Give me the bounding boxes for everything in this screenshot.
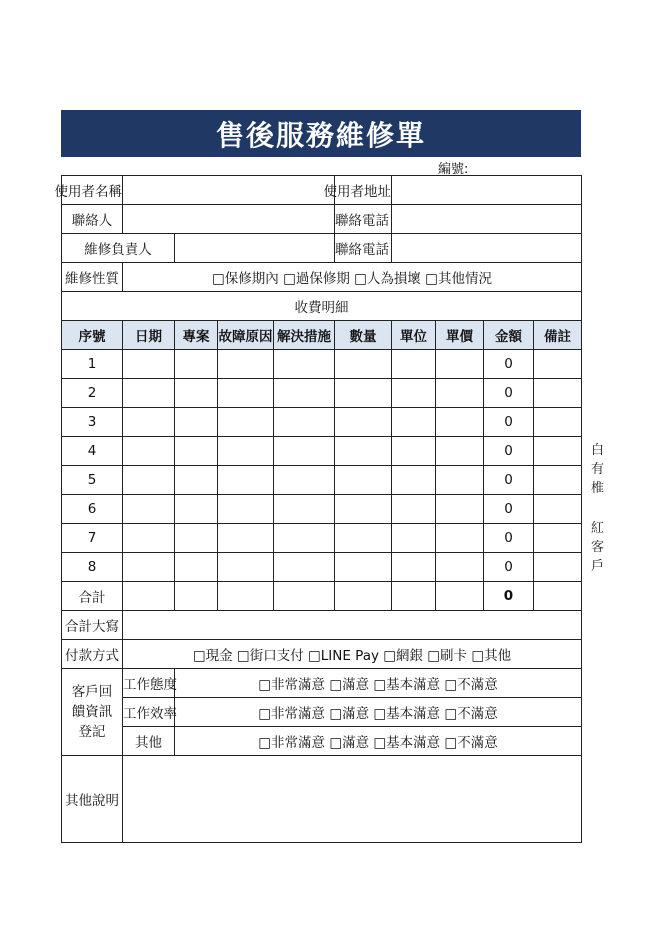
row-project[interactable] [175,524,218,553]
row-quantity[interactable] [335,466,392,495]
row-project[interactable] [175,495,218,524]
header-date: 日期 [123,321,175,350]
row-amount: 0 [484,466,534,495]
feedback-label: 客戶回饋資訊登記 [62,669,123,756]
row-no: 8 [62,553,123,582]
repair-lead-row [62,234,582,263]
header-solution: 解決措施 [274,321,335,350]
row-date[interactable] [123,408,175,437]
repair-type-options[interactable]: □保修期內 □過保修期 □人為損壞 □其他情況 [123,263,582,292]
payment-row [62,640,582,669]
fee-detail-row [62,292,582,321]
row-unit[interactable] [392,553,436,582]
user-row [62,176,582,205]
row-solution[interactable] [274,466,335,495]
row-no: 1 [62,350,123,379]
row-no: 5 [62,466,123,495]
row-unit[interactable] [392,408,436,437]
row-fault-cause[interactable] [218,379,274,408]
row-unit-price[interactable] [436,524,484,553]
row-unit-price[interactable] [436,350,484,379]
user-name-field[interactable] [123,176,335,205]
row-quantity[interactable] [335,350,392,379]
feedback-item-label: 工作效率 [123,698,175,727]
table-row [62,553,582,582]
row-project[interactable] [175,350,218,379]
row-fault-cause[interactable] [218,408,274,437]
row-unit[interactable] [392,437,436,466]
row-remarks[interactable] [534,524,582,553]
total-row [62,582,582,611]
row-remarks[interactable] [534,466,582,495]
row-date[interactable] [123,466,175,495]
header-no: 序號 [62,321,123,350]
row-unit-price[interactable] [436,408,484,437]
table-row [62,408,582,437]
total-words-label: 合計大寫 [62,611,123,640]
notes-row [62,756,582,843]
header-project: 專案 [175,321,218,350]
row-unit[interactable] [392,524,436,553]
row-unit-price[interactable] [436,553,484,582]
row-unit-price[interactable] [436,495,484,524]
repair-phone-label: 聯絡電話 [335,234,392,263]
repair-lead-label: 維修負責人 [62,234,175,263]
row-no: 7 [62,524,123,553]
payment-label: 付款方式 [62,640,123,669]
side-note-group-2: 紅 客 戶 [591,521,605,574]
total-amount: 0 [484,582,534,611]
form-title: 售後服務維修單 [61,110,581,157]
row-fault-cause[interactable] [218,553,274,582]
row-quantity[interactable] [335,437,392,466]
row-unit-price[interactable] [436,466,484,495]
feedback-item-label: 工作態度 [123,669,175,698]
table-row [62,466,582,495]
row-date[interactable] [123,379,175,408]
row-amount: 0 [484,553,534,582]
row-unit-price[interactable] [436,437,484,466]
header-unit-price: 單價 [436,321,484,350]
row-solution[interactable] [274,379,335,408]
feedback-options[interactable]: □非常滿意 □滿意 □基本滿意 □不滿意 [175,698,582,727]
serial-number-label: 編號: [438,162,469,177]
row-date[interactable] [123,350,175,379]
feedback-options[interactable]: □非常滿意 □滿意 □基本滿意 □不滿意 [175,669,582,698]
repair-type-row [62,263,582,292]
row-no: 6 [62,495,123,524]
row-unit[interactable] [392,495,436,524]
row-unit-price[interactable] [436,379,484,408]
repair-form-table [54,175,582,843]
row-no: 3 [62,408,123,437]
table-row [62,524,582,553]
user-address-field[interactable] [392,176,582,205]
row-amount: 0 [484,495,534,524]
header-remarks: 備註 [534,321,582,350]
notes-field[interactable] [123,756,582,843]
feedback-row [62,698,582,727]
feedback-row [62,727,582,756]
row-fault-cause[interactable] [218,350,274,379]
row-amount: 0 [484,437,534,466]
total-label: 合計 [62,582,123,611]
row-quantity[interactable] [335,379,392,408]
contact-label: 聯絡人 [62,205,123,234]
row-date[interactable] [123,437,175,466]
header-amount: 金額 [484,321,534,350]
row-remarks[interactable] [534,350,582,379]
row-fault-cause[interactable] [218,437,274,466]
row-no: 2 [62,379,123,408]
table-row [62,437,582,466]
row-no: 4 [62,437,123,466]
notes-label: 其他說明 [62,756,123,843]
row-remarks[interactable] [534,553,582,582]
row-quantity[interactable] [335,524,392,553]
row-remarks[interactable] [534,495,582,524]
contact-phone-label: 聯絡電話 [335,205,392,234]
row-quantity[interactable] [335,495,392,524]
table-header-row [62,321,582,350]
user-address-label: 使用者地址 [335,176,392,205]
row-project[interactable] [175,553,218,582]
row-quantity[interactable] [335,553,392,582]
row-solution[interactable] [274,408,335,437]
row-project[interactable] [175,379,218,408]
header-unit: 單位 [392,321,436,350]
row-unit[interactable] [392,379,436,408]
row-unit[interactable] [392,466,436,495]
row-amount: 0 [484,350,534,379]
row-solution[interactable] [274,553,335,582]
row-fault-cause[interactable] [218,524,274,553]
fee-detail-label: 收費明細 [62,292,582,321]
payment-options[interactable]: □現金 □街口支付 □LINE Pay □網銀 □刷卡 □其他 [123,640,582,669]
feedback-options[interactable]: □非常滿意 □滿意 □基本滿意 □不滿意 [175,727,582,756]
row-solution[interactable] [274,350,335,379]
row-solution[interactable] [274,437,335,466]
row-quantity[interactable] [335,408,392,437]
row-date[interactable] [123,524,175,553]
contact-row [62,205,582,234]
feedback-item-label: 其他 [123,727,175,756]
row-solution[interactable] [274,524,335,553]
row-project[interactable] [175,437,218,466]
total-words-row [62,611,582,640]
row-fault-cause[interactable] [218,466,274,495]
row-fault-cause[interactable] [218,495,274,524]
total-words-field[interactable] [123,611,582,640]
row-project[interactable] [175,408,218,437]
header-quantity: 數量 [335,321,392,350]
row-amount: 0 [484,524,534,553]
row-solution[interactable] [274,495,335,524]
contact-field[interactable] [123,205,335,234]
user-name-label: 使用者名稱 [62,176,123,205]
row-amount: 0 [484,408,534,437]
row-date[interactable] [123,553,175,582]
row-remarks[interactable] [534,437,582,466]
repair-phone-field[interactable] [392,234,582,263]
row-amount: 0 [484,379,534,408]
repair-type-label: 維修性質 [62,263,123,292]
table-row [62,350,582,379]
row-remarks[interactable] [534,408,582,437]
feedback-row [62,669,582,698]
row-project[interactable] [175,466,218,495]
header-fault-cause: 故障原因 [218,321,274,350]
side-note-group-1: 白 有 椎 [591,443,605,496]
row-remarks[interactable] [534,379,582,408]
row-unit[interactable] [392,350,436,379]
table-row [62,379,582,408]
table-row [62,495,582,524]
repair-lead-field[interactable] [175,234,335,263]
row-date[interactable] [123,495,175,524]
contact-phone-field[interactable] [392,205,582,234]
